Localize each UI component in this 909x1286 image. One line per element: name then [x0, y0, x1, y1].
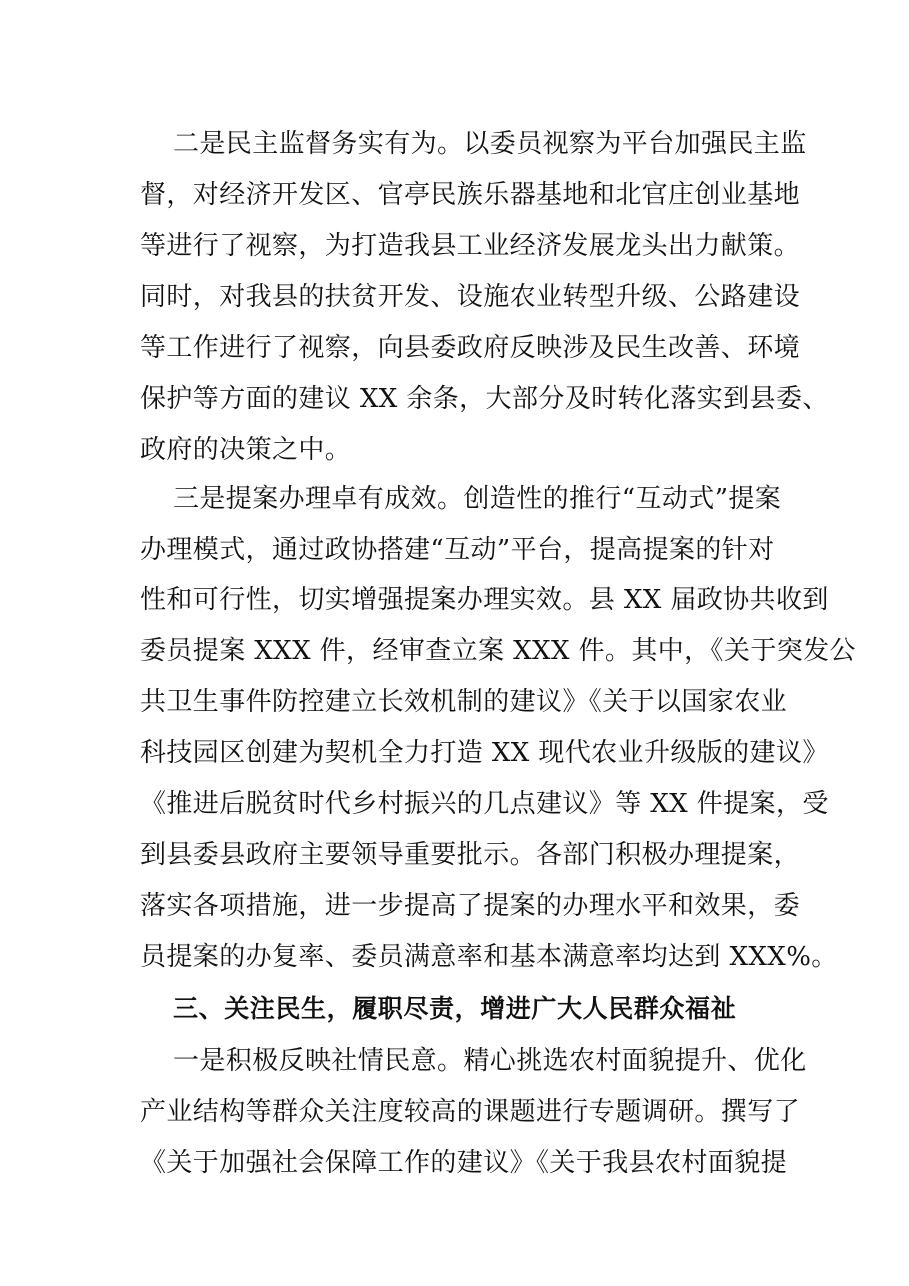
text-line: 三是提案办理卓有成效。创造性的推行“互动式”提案 — [173, 484, 782, 514]
text-line: 二是民主监督务实有为。以委员视察为平台加强民主监 — [173, 129, 807, 159]
text-line: 等工作进行了视察，向县委政府反映涉及民生改善、环境 — [140, 333, 801, 363]
section-heading: 三、关注民生，履职尽责，增进广大人民群众福祉 — [173, 994, 737, 1023]
text-line: 办理模式，通过政协搭建“互动”平台，提高提案的针对 — [140, 535, 775, 565]
text-line: 落实各项措施，进一步提高了提案的办理水平和效果，委 — [140, 891, 801, 921]
text-line: 共卫生事件防控建立长效机制的建议》《关于以国家农业 — [140, 687, 788, 717]
text-line: 委员提案 XXX 件，经审查立案 XXX 件。其中，《关于突发公 — [140, 636, 856, 666]
text-line: 产业结构等群众关注度较高的课题进行专题调研。撰写了 — [140, 1097, 801, 1127]
text-line: 员提案的办复率、委员满意率和基本满意率均达到 XXX%。 — [140, 942, 838, 972]
text-line: 《推进后脱贫时代乡村振兴的几点建议》等 XX 件提案，受 — [140, 789, 829, 819]
text-line: 到县委县政府主要领导重要批示。各部门积极办理提案， — [140, 840, 801, 870]
text-line: 性和可行性，切实增强提案办理实效。县 XX 届政协共收到 — [140, 585, 829, 615]
text-line: 保护等方面的建议 XX 余条，大部分及时转化落实到县委、 — [140, 384, 829, 414]
text-line: 督，对经济开发区、官亭民族乐器基地和北官庄创业基地 — [140, 180, 801, 210]
text-line: 一是积极反映社情民意。精心挑选农村面貌提升、优化 — [173, 1046, 807, 1076]
text-line: 《关于加强社会保障工作的建议》《关于我县农村面貌提 — [140, 1148, 788, 1178]
text-line: 政府的决策之中。 — [140, 435, 352, 465]
text-line: 同时，对我县的扶贫开发、设施农业转型升级、公路建设 — [140, 282, 801, 312]
text-line: 科技园区创建为契机全力打造 XX 现代农业升级版的建议》 — [140, 738, 829, 768]
text-line: 等进行了视察，为打造我县工业经济发展龙头出力献策。 — [140, 231, 801, 261]
